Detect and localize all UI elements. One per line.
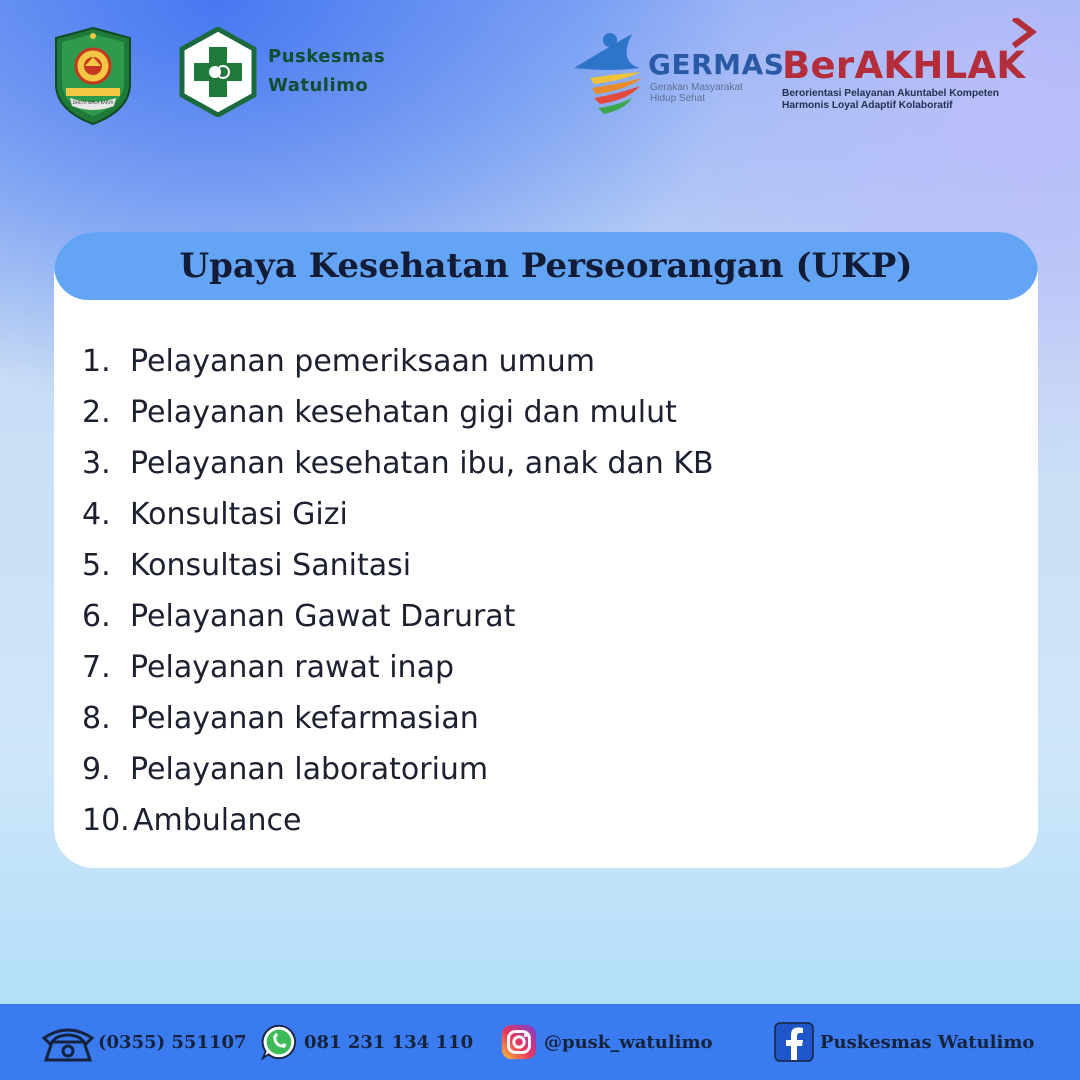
- list-item-label: Konsultasi Sanitasi: [130, 548, 412, 583]
- facebook-page: Puskesmas Watulimo: [820, 1032, 1035, 1053]
- germas-subtitle: [650, 82, 743, 104]
- list-item: [82, 387, 714, 438]
- list-item: [82, 489, 714, 540]
- org-name-line2: Watulimo: [268, 75, 369, 96]
- whatsapp-icon: [260, 1023, 298, 1061]
- list-item-number: 8.: [82, 701, 111, 736]
- list-item: [82, 795, 714, 846]
- germas-title: GERMAS: [648, 48, 785, 81]
- service-list: [82, 336, 714, 846]
- list-item-number: 6.: [82, 599, 111, 634]
- berakhlak-subtitle-line1: Berorientasi Pelayanan Akuntabel Kompeten: [782, 88, 1000, 99]
- list-item: [82, 438, 714, 489]
- list-item-label: Pelayanan Gawat Darurat: [130, 599, 516, 634]
- regency-crest-icon: [52, 26, 134, 126]
- org-name-line1: Puskesmas: [268, 46, 386, 67]
- list-item-label: Pelayanan kesehatan ibu, anak dan KB: [130, 446, 714, 481]
- puskesmas-cross-icon: [178, 27, 258, 117]
- card-title: Upaya Kesehatan Perseorangan (UKP): [179, 246, 913, 286]
- footer-contact-bar: [0, 1004, 1080, 1080]
- berakhlak-title: BerAKHLAK: [782, 44, 1026, 87]
- list-item-number: 5.: [82, 548, 111, 583]
- list-item: [82, 540, 714, 591]
- phone-icon: [40, 1024, 96, 1064]
- list-item-label: Pelayanan rawat inap: [130, 650, 454, 685]
- list-item-label: Ambulance: [133, 803, 302, 838]
- footer-phone[interactable]: [40, 1004, 247, 1080]
- list-item-number: 10.: [82, 803, 130, 838]
- phone-number: (0355) 551107: [98, 1032, 247, 1053]
- footer-whatsapp[interactable]: [260, 1004, 474, 1080]
- list-item: [82, 591, 714, 642]
- list-item-label: Konsultasi Gizi: [130, 497, 348, 532]
- puskesmas-name: [268, 42, 385, 100]
- list-item-number: 3.: [82, 446, 111, 481]
- list-item-number: 4.: [82, 497, 111, 532]
- list-item-label: Pelayanan kefarmasian: [130, 701, 479, 736]
- card-header: [54, 232, 1038, 300]
- list-item-number: 2.: [82, 395, 111, 430]
- instagram-icon: [500, 1023, 538, 1061]
- list-item: [82, 693, 714, 744]
- germas-subtitle-line2: Hidup Sehat: [650, 93, 706, 104]
- list-item: [82, 642, 714, 693]
- whatsapp-number: 081 231 134 110: [304, 1032, 474, 1053]
- list-item-number: 7.: [82, 650, 111, 685]
- list-item-label: Pelayanan pemeriksaan umum: [130, 344, 595, 379]
- footer-facebook[interactable]: [774, 1004, 1054, 1080]
- list-item-label: Pelayanan kesehatan gigi dan mulut: [130, 395, 677, 430]
- header: [0, 0, 1080, 140]
- svg-text:DHUTA WALA KARYA: DHUTA WALA KARYA: [72, 100, 114, 105]
- list-item-label: Pelayanan laboratorium: [130, 752, 489, 787]
- list-item: [82, 336, 714, 387]
- list-item-number: 9.: [82, 752, 111, 787]
- list-item: [82, 744, 714, 795]
- footer-instagram[interactable]: [500, 1004, 740, 1080]
- service-card: [54, 232, 1038, 868]
- instagram-handle: @pusk_watulimo: [544, 1032, 713, 1053]
- chevron-right-icon: [1010, 18, 1042, 50]
- berakhlak-subtitle-line2: Harmonis Loyal Adaptif Kolaboratif: [782, 100, 953, 111]
- berakhlak-subtitle: [782, 88, 999, 112]
- germas-subtitle-line1: Gerakan Masyarakat: [650, 82, 743, 93]
- list-item-number: 1.: [82, 344, 111, 379]
- facebook-icon: [774, 1022, 814, 1062]
